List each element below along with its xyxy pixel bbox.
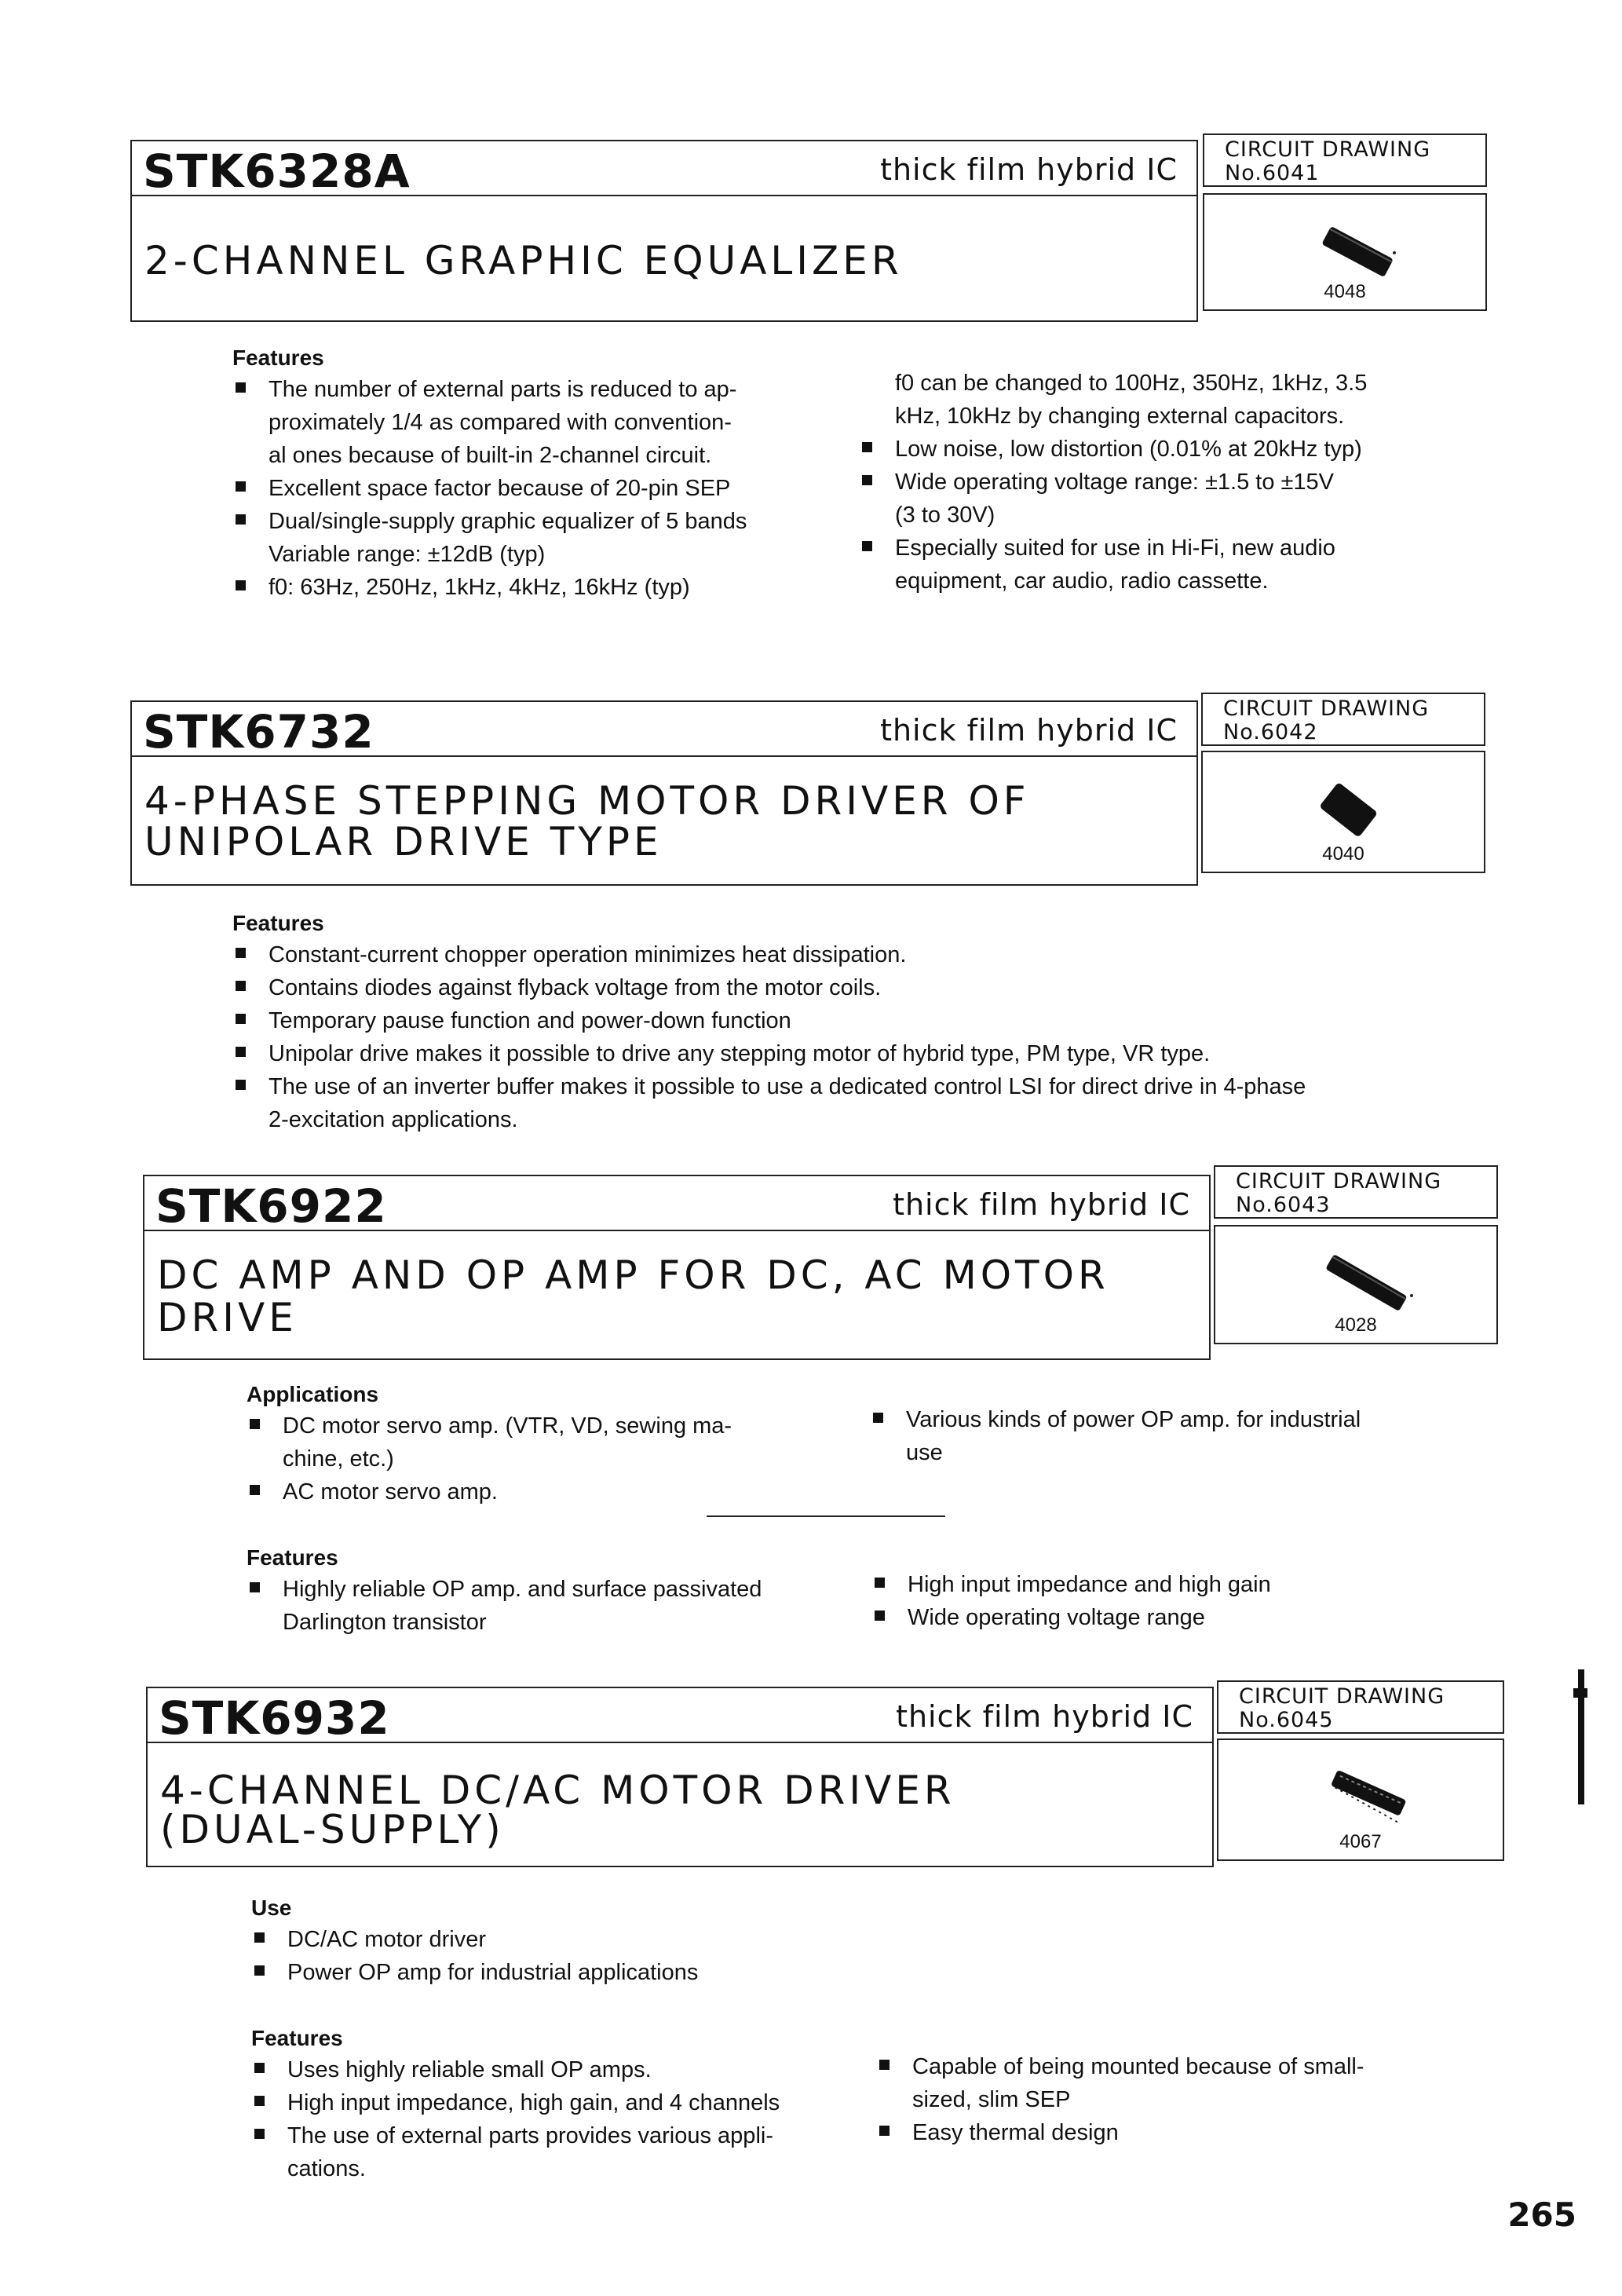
list-item: The number of external parts is reduced to ap-: [234, 373, 831, 406]
features-heading: Features: [251, 2026, 343, 2050]
device-title-line-1: DC AMP AND OP AMP FOR DC, AC MOTOR: [157, 1252, 1109, 1298]
package-code: 4028: [1335, 1314, 1377, 1336]
package-code: 4040: [1322, 843, 1364, 865]
part-number: STK6732: [143, 705, 374, 759]
list-item: Power OP amp for industrial applications: [253, 1956, 959, 1989]
part-type: thick film hybrid IC: [880, 152, 1178, 187]
device-title-line-2: UNIPOLAR DRIVE TYPE: [144, 819, 663, 865]
list-item: DC/AC motor driver: [253, 1923, 959, 1956]
list-item: High input impedance, high gain, and 4 channels: [253, 2086, 849, 2119]
package-image: [1289, 1751, 1438, 1837]
features-list-right: [860, 367, 1520, 598]
package-box: [1217, 1738, 1504, 1861]
features-list-left: [248, 1573, 845, 1639]
list-item: AC motor servo amp.: [248, 1475, 845, 1508]
list-item: Dual/single-supply graphic equalizer of 5 bands: [234, 505, 831, 538]
list-item: f0: 63Hz, 250Hz, 1kHz, 4kHz, 16kHz (typ): [234, 571, 831, 604]
device-title-line-1: 4-CHANNEL DC/AC MOTOR DRIVER: [160, 1768, 955, 1813]
features-heading: Features: [232, 911, 324, 935]
part-number: STK6328A: [143, 144, 411, 198]
list-item: chine, etc.): [283, 1446, 394, 1472]
part-number: STK6922: [155, 1179, 387, 1233]
package-box: [1214, 1225, 1498, 1344]
list-item: Especially suited for use in Hi-Fi, new audio: [860, 532, 1520, 565]
features-heading: Features: [247, 1545, 338, 1570]
circuit-drawing-box: [1203, 133, 1487, 187]
list-item: (3 to 30V): [895, 503, 995, 528]
list-item: Darlington transistor: [283, 1610, 487, 1635]
part-header: [130, 140, 1198, 196]
applications-list-right: [871, 1403, 1515, 1469]
list-item: sized, slim SEP: [912, 2087, 1071, 2112]
list-item: equipment, car audio, radio cassette.: [895, 569, 1269, 594]
list-item: kHz, 10kHz by changing external capacitors.: [895, 404, 1345, 429]
device-title-box: [146, 1742, 1214, 1867]
list-item: al ones because of built-in 2-channel circuit.: [269, 443, 712, 468]
device-title-line-2: DRIVE: [157, 1295, 298, 1340]
features-list: [234, 938, 1522, 1136]
part-header: [146, 1687, 1214, 1743]
package-image: [1286, 1238, 1427, 1324]
device-title-box: [143, 1230, 1211, 1360]
list-item: 2-excitation applications.: [269, 1107, 518, 1132]
package-code: 4048: [1324, 281, 1366, 302]
package-image: [1275, 206, 1416, 292]
list-item: Contains diodes against flyback voltage from the motor coils.: [234, 971, 1522, 1004]
circuit-drawing-number: No.6045: [1239, 1708, 1334, 1732]
device-title-box: [130, 195, 1198, 322]
list-item: Temporary pause function and power-down function: [234, 1004, 1522, 1037]
list-item: Various kinds of power OP amp. for industrial: [871, 1403, 1515, 1436]
use-list: [253, 1923, 959, 1989]
applications-heading: Applications: [247, 1382, 379, 1406]
part-type: thick film hybrid IC: [896, 1699, 1193, 1734]
circuit-drawing-number: No.6043: [1236, 1193, 1331, 1217]
edge-tab-mark: [1573, 1688, 1587, 1698]
circuit-drawing-number: No.6041: [1225, 161, 1320, 185]
circuit-drawing-label: CIRCUIT DRAWING: [1239, 1684, 1445, 1709]
list-item: Wide operating voltage range: [873, 1601, 1517, 1634]
list-item: Highly reliable OP amp. and surface passivated: [248, 1573, 845, 1606]
divider: [707, 1515, 945, 1517]
list-item: f0 can be changed to 100Hz, 350Hz, 1kHz, 3.5: [895, 371, 1368, 396]
package-box: [1201, 751, 1485, 873]
part-type: thick film hybrid IC: [893, 1187, 1190, 1222]
package-box: [1203, 193, 1487, 311]
list-item: The use of external parts provides various appli-: [253, 2119, 849, 2152]
list-item: High input impedance and high gain: [873, 1568, 1517, 1601]
use-heading: Use: [251, 1896, 292, 1920]
circuit-drawing-box: [1214, 1165, 1498, 1219]
list-item: Variable range: ±12dB (typ): [269, 542, 546, 567]
circuit-drawing-box: [1217, 1680, 1504, 1734]
part-number: STK6932: [159, 1691, 390, 1745]
device-title-box: [130, 755, 1198, 886]
list-item: use: [906, 1440, 943, 1465]
list-item: Low noise, low distortion (0.01% at 20kHz typ): [860, 433, 1520, 466]
list-item: The use of an inverter buffer makes it possible to use a dedicated control LSI for direct drive in 4-phase: [234, 1070, 1522, 1103]
device-title-line-1: 4-PHASE STEPPING MOTOR DRIVER OF: [144, 778, 1030, 824]
list-item: Easy thermal design: [878, 2116, 1522, 2149]
package-code: 4067: [1339, 1831, 1382, 1852]
list-item: DC motor servo amp. (VTR, VD, sewing ma-: [248, 1409, 845, 1442]
page-number: 265: [1507, 2195, 1576, 2234]
part-header: [130, 700, 1198, 757]
features-list-left: [253, 2053, 849, 2185]
circuit-drawing-box: [1201, 693, 1485, 746]
list-item: Constant-current chopper operation minimizes heat dissipation.: [234, 938, 1522, 971]
list-item: Excellent space factor because of 20-pin SEP: [234, 472, 831, 505]
applications-list-left: [248, 1409, 845, 1508]
device-title: 2-CHANNEL GRAPHIC EQUALIZER: [144, 238, 903, 283]
list-item: cations.: [287, 2156, 366, 2181]
features-list-left: [234, 373, 831, 604]
features-list-right: [878, 2050, 1522, 2149]
features-heading: Features: [232, 345, 324, 370]
circuit-drawing-number: No.6042: [1223, 720, 1318, 744]
part-type: thick film hybrid IC: [880, 713, 1178, 748]
list-item: Unipolar drive makes it possible to drive any stepping motor of hybrid type, PM type, VR type.: [234, 1037, 1522, 1070]
list-item: proximately 1/4 as compared with convention-: [269, 410, 732, 435]
part-header: [143, 1175, 1211, 1231]
list-item: Wide operating voltage range: ±1.5 to ±15V: [860, 466, 1520, 499]
circuit-drawing-label: CIRCUIT DRAWING: [1225, 137, 1431, 162]
features-list-right: [873, 1568, 1517, 1634]
list-item: Uses highly reliable small OP amps.: [253, 2053, 849, 2086]
circuit-drawing-label: CIRCUIT DRAWING: [1236, 1169, 1442, 1194]
circuit-drawing-label: CIRCUIT DRAWING: [1223, 696, 1430, 721]
list-item: Capable of being mounted because of small-: [878, 2050, 1522, 2083]
device-title-line-2: (DUAL-SUPPLY): [160, 1807, 505, 1852]
